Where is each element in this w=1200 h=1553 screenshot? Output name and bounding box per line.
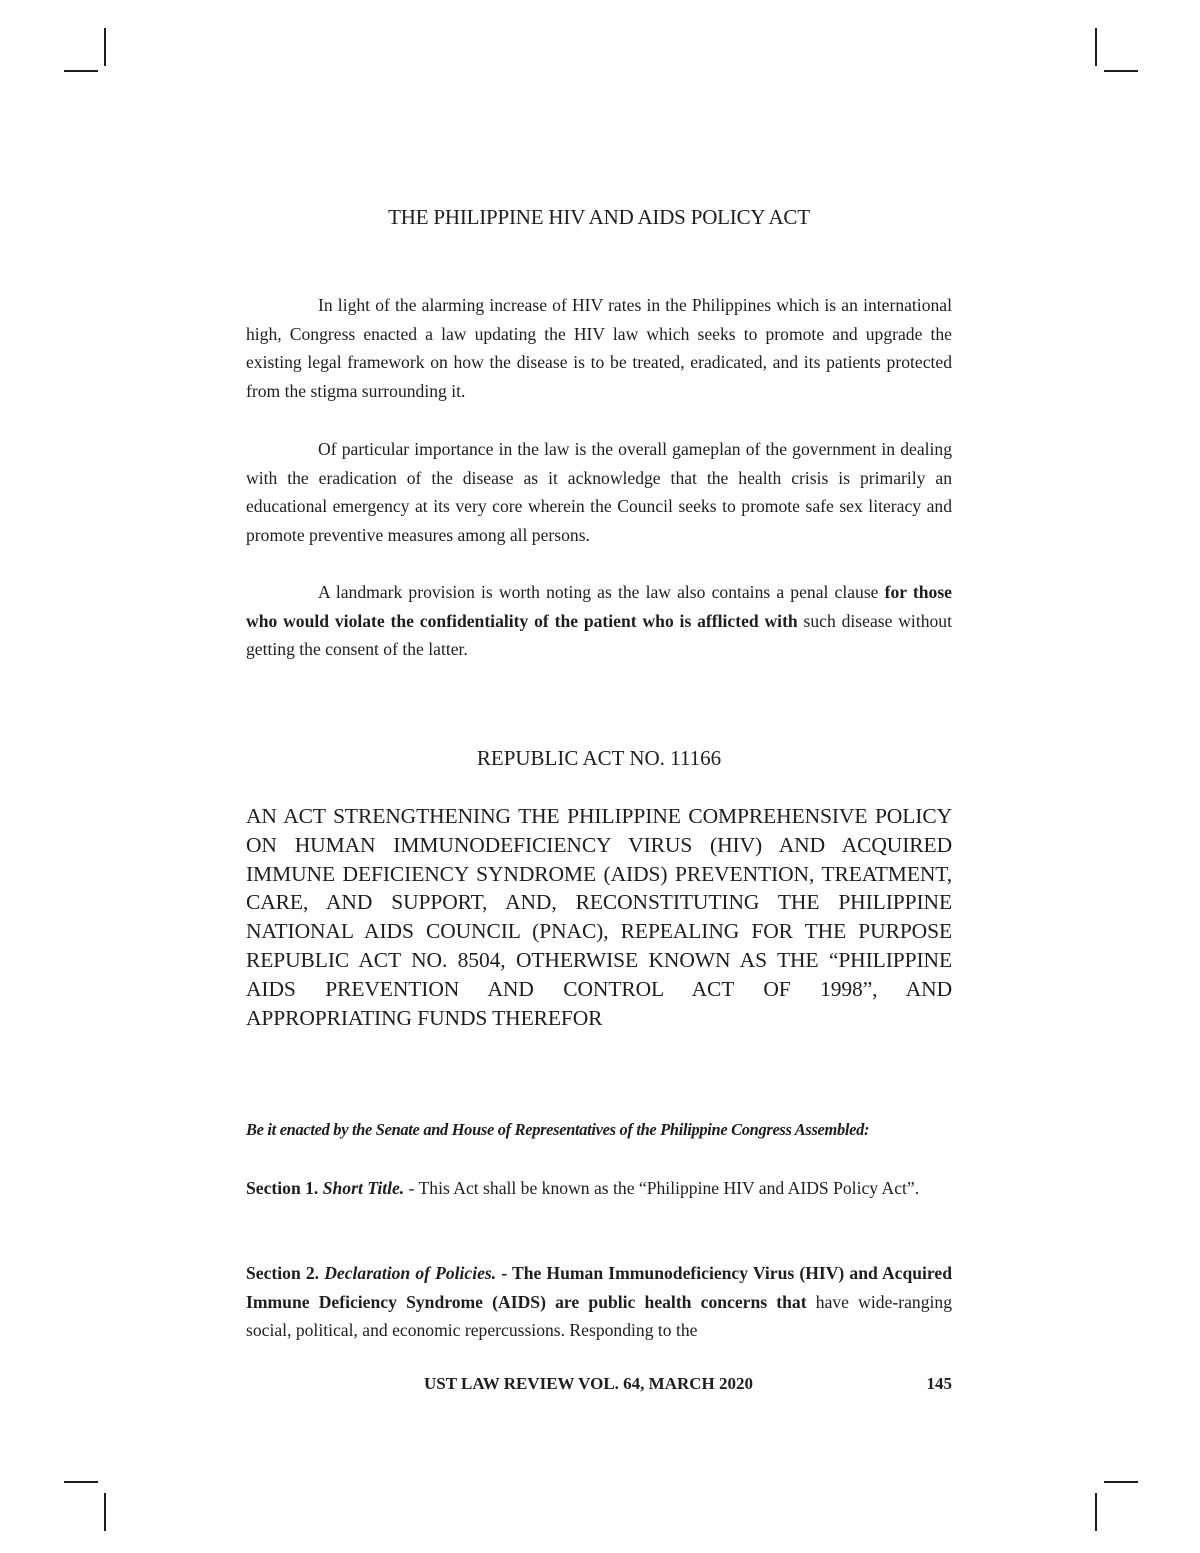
section-1	[246, 1174, 952, 1203]
crop-mark-top-left-vertical	[104, 28, 106, 66]
crop-mark-top-left-horizontal	[64, 70, 98, 72]
intro-paragraph-1: In light of the alarming increase of HIV rates in the Philippines which is an international high, Congress enacted a law updating the HIV law which seeks to promote and upgrade the existing legal framework on how the disease is to be treated, eradicated, and its patients protected from the stigma surrounding it.	[246, 295, 952, 401]
crop-mark-top-right-horizontal	[1104, 70, 1138, 72]
section-2-text: have wide-ranging social, political, and economic repercussions. Responding to the	[246, 1291, 952, 1341]
paragraph-3-bold-phrase: for those who would violate the confidentiality of the patient who is afflicted with	[246, 582, 952, 631]
section-2-number: Section 2.	[246, 1263, 320, 1283]
intro-paragraph-2: Of particular importance in the law is the overall gameplan of the government in dealing with the eradication of the disease as it acknowledge that the health crisis is primarily an educational emergency at its very core wherein the Council seeks to promote safe sex literacy and promote preventive measures among all persons.	[246, 439, 952, 545]
section-1-number: Section 1.	[246, 1178, 319, 1198]
section-1-text: - This Act shall be known as the “Philippine HIV and AIDS Policy Act”.	[404, 1178, 920, 1198]
crop-mark-top-right-vertical	[1095, 28, 1097, 66]
crop-mark-bottom-left-vertical	[104, 1493, 106, 1531]
intro-paragraph-3	[246, 578, 952, 664]
enacting-clause: Be it enacted by the Senate and House of Representatives of the Philippine Congress Assembled:	[246, 1120, 870, 1139]
paragraph-3-end: such disease without getting the consent of the latter.	[246, 610, 952, 660]
act-full-title: AN ACT STRENGTHENING THE PHILIPPINE COMPREHENSIVE POLICY ON HUMAN IMMUNODEFICIENCY VIRUS (HIV) AND ACQUIRED IMMUNE DEFICIENCY SYNDROME (AIDS) PREVENTION, TREATMENT, CARE, AND SUPPORT, AND, RECONSTITUTING THE PHILIPPINE NATIONAL AIDS COUNCIL (PNAC), REPEALING FOR THE PURPOSE REPUBLIC ACT NO. 8504, OTHERWISE KNOWN AS THE “PHILIPPINE AIDS PREVENTION AND CONTROL ACT OF 1998”, AND APPROPRIATING FUNDS THEREFOR	[246, 804, 952, 1030]
footer-journal-name: UST LAW REVIEW VOL. 64, MARCH 2020	[424, 1374, 754, 1393]
crop-mark-bottom-left-horizontal	[64, 1481, 98, 1483]
section-1-heading: Short Title.	[322, 1178, 405, 1198]
section-2-heading: Declaration of Policies.	[324, 1263, 497, 1283]
section-2	[246, 1259, 952, 1345]
footer-page-number: 145	[926, 1374, 952, 1393]
section-2-bold-text: - The Human Immunodeficiency Virus (HIV) and Acquired Immune Deficiency Syndrome (AIDS) are public health concerns that	[246, 1263, 952, 1312]
crop-mark-bottom-right-vertical	[1095, 1493, 1097, 1531]
crop-mark-bottom-right-horizontal	[1104, 1481, 1138, 1483]
paragraph-3-start: A landmark provision is worth noting as the law also contains a penal clause	[318, 582, 885, 602]
republic-act-heading: REPUBLIC ACT NO. 11166	[476, 746, 722, 770]
article-title: THE PHILIPPINE HIV AND AIDS POLICY ACT	[388, 205, 810, 229]
